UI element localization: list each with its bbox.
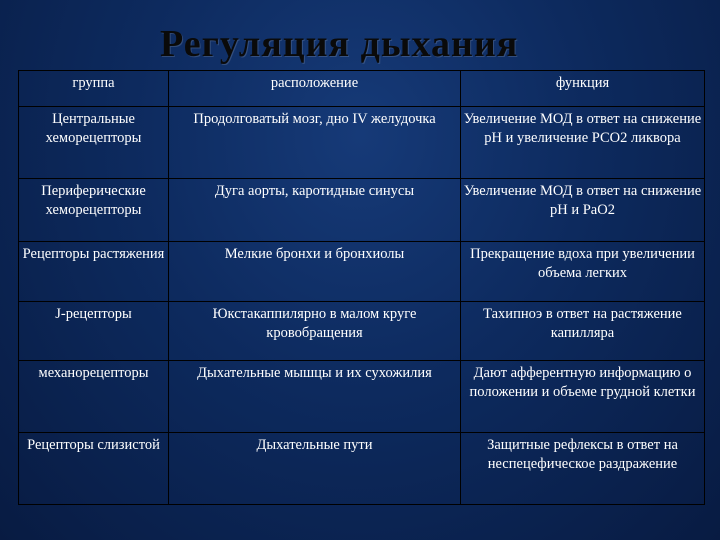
cell-function: Защитные рефлексы в ответ на неспецефическое раздражение: [461, 433, 705, 505]
table-row: [19, 242, 705, 302]
cell-group: Рецепторы слизистой: [19, 433, 169, 505]
cell-group: Центральные хеморецепторы: [19, 107, 169, 179]
header-group: группа: [19, 71, 169, 107]
table-header-row: [19, 71, 705, 107]
cell-location: Дыхательные пути: [169, 433, 461, 505]
cell-function: Увеличение МОД в ответ на снижение рН и РаО2: [461, 179, 705, 242]
header-location: расположение: [169, 71, 461, 107]
cell-location: Продолговатый мозг, дно IV желудочка: [169, 107, 461, 179]
cell-group: Рецепторы растяжения: [19, 242, 169, 302]
table-row: [19, 433, 705, 505]
cell-group: механорецепторы: [19, 361, 169, 433]
header-function: функция: [461, 71, 705, 107]
cell-location: Юкстакаппилярно в малом круге кровобращения: [169, 302, 461, 361]
receptors-table-grid: [18, 70, 705, 505]
cell-location: Дуга аорты, каротидные синусы: [169, 179, 461, 242]
cell-location: Дыхательные мышцы и их сухожилия: [169, 361, 461, 433]
table-row: [19, 107, 705, 179]
cell-location: Мелкие бронхи и бронхиолы: [169, 242, 461, 302]
cell-function: Прекращение вдоха при увеличении объема легких: [461, 242, 705, 302]
cell-group: Периферические хеморецепторы: [19, 179, 169, 242]
cell-function: Увеличение МОД в ответ на снижение рН и увеличение РСО2 ликвора: [461, 107, 705, 179]
slide-title: Регуляция дыхания: [160, 23, 519, 65]
cell-function: Тахипноэ в ответ на растяжение капилляра: [461, 302, 705, 361]
table-row: [19, 302, 705, 361]
table-row: [19, 179, 705, 242]
cell-group: J-рецепторы: [19, 302, 169, 361]
receptors-table: [18, 70, 704, 518]
cell-function: Дают афферентную информацию о положении и объеме грудной клетки: [461, 361, 705, 433]
table-row: [19, 361, 705, 433]
